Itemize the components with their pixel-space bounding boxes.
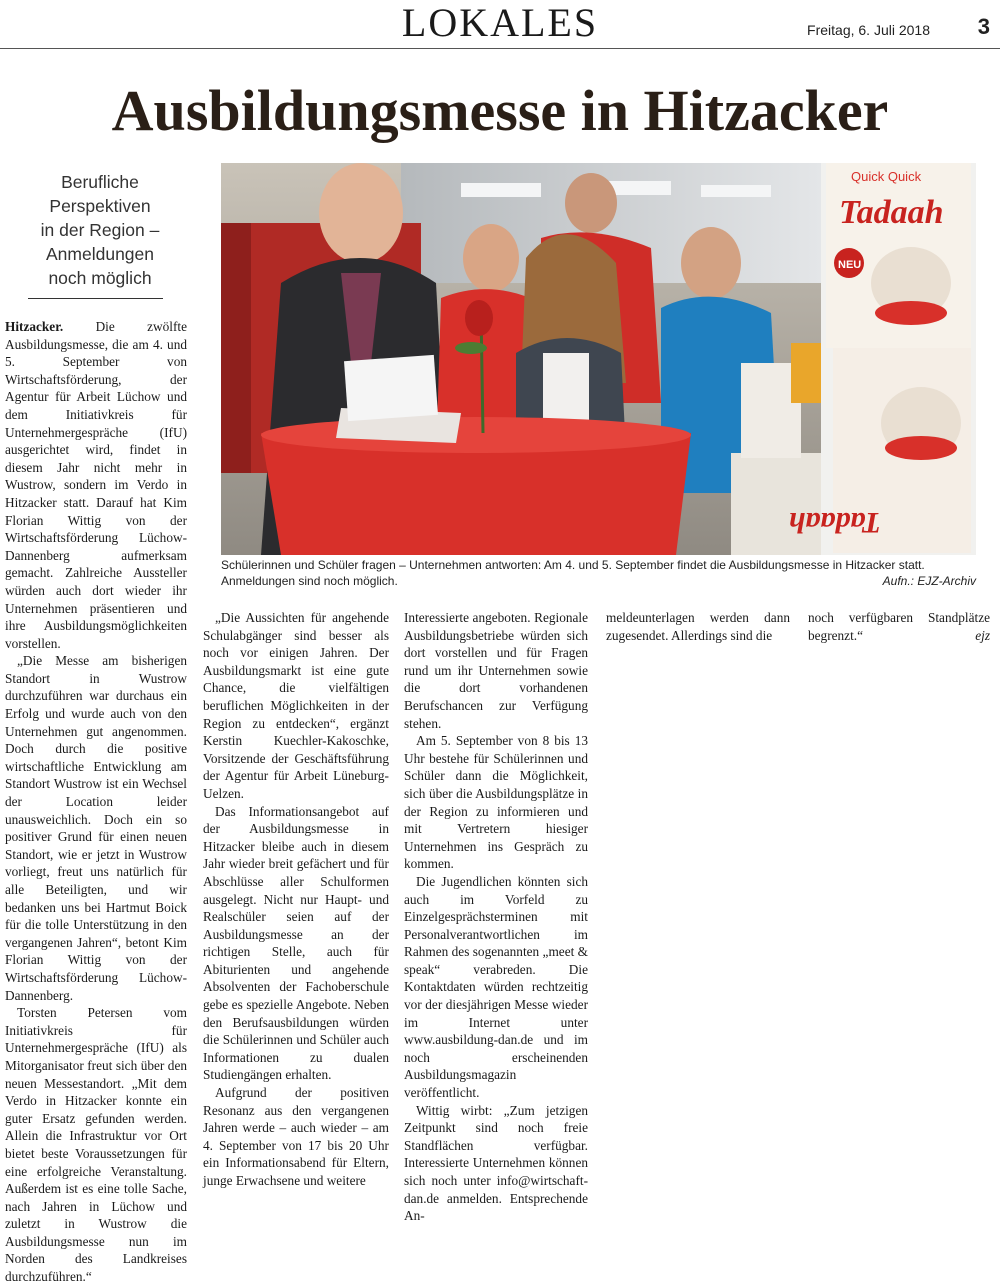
article-column-3 bbox=[404, 609, 588, 1225]
article-paragraph: Am 5. September von 8 bis 13 Uhr bestehe für Schülerinnen und Schüler dann die Möglichkeit, sich über die Ausbildungsplätze in der Region zu informieren und mit Vertretern hiesiger Unternehmen ins Gespräch zu kommen. bbox=[404, 733, 588, 872]
article-paragraph: „Die Messe am bisherigen Standort in Wustrow durchzuführen war durchaus ein Erfolg und wurde auch von den Unternehmen gut angenommen. Doch durch die positive wirtschaftliche Entwicklung am Standort Wustrow ist ein Wechsel der Location leider unausweichlich. Doch ein so positiver Grund für einen neuen Standort, wie er jetzt in Wustrow vorliegt, freut uns natürlich für alle Beteiligten, und wir bedanken uns bei Hartmut Boick für die tolle Unterstützung in den vergangenen Jahren“, betont Kim Florian Wittig von der Wirtschaftsförderung Lüchow-Dannenberg. bbox=[5, 653, 187, 1003]
photo-illustration bbox=[221, 163, 976, 555]
article-paragraph: Die Jugendlichen könnten sich auch im Vorfeld zu Einzelgesprächsterminen mit Personalverantwortlichen im Rahmen des sogenannten „meet & speak“ verabreden. Die Kontaktdaten würden rechtzeitig vor der diesjährigen Messe wieder im Internet unter www.ausbildung-dan.de und im noch erscheinenden Ausbildungsmagazin veröffentlicht. bbox=[404, 873, 588, 1101]
subheadline-rule bbox=[28, 298, 163, 299]
page-number: 3 bbox=[977, 14, 990, 39]
photo-caption bbox=[221, 557, 976, 589]
article-paragraph: Wittig wirbt: „Zum jetzigen Zeitpunkt sind noch freie Standflächen verfügbar. Interessierte Unternehmen können sich noch unter info@wirtschaft-dan.de anmelden. Entsprechende An- bbox=[404, 1102, 588, 1224]
article-paragraph: Torsten Petersen vom Initiativkreis für Unternehmergespräche (IfU) als Mitorganisator freut sich über den neuen Messestandort. „Mit dem Verdo in Hitzacker konnte ein guter Ersatz gefunden werden. Allein die Infrastruktur vor Ort bietet beste Voraussetzungen für eine erfolgreiche Veranstaltung. Außerdem ist es eine tolle Sache, nach Jahren in Lüchow und zuletzt in Wustrow die Ausbildungsmesse nun im Norden des Landkreises durchzuführen.“ bbox=[5, 1005, 187, 1285]
sign-top-text: Quick Quick bbox=[851, 169, 922, 184]
article-paragraph bbox=[5, 318, 187, 652]
issue-date: Freitag, 6. Juli 2018 bbox=[807, 22, 930, 38]
photo-credit: Aufn.: EJZ-Archiv bbox=[882, 574, 976, 588]
article-paragraph: meldeunterlagen werden dann zugesendet. Allerdings sind die bbox=[606, 610, 790, 643]
paragraph-text: noch verfügbaren Standplätze begrenzt.“ bbox=[808, 610, 990, 643]
article-paragraph: „Die Aussichten für angehende Schulabgänger sind besser als noch vor einigen Jahren. Der Ausbildungsmarkt ist eine gute Chance, die vielfältigen beruflichen Möglichkeiten in der Region zu entdecken“, ergänzt Kerstin Kuechler-Kakoschke, Vorsitzende der Geschäftsführung der Agentur für Arbeit Lüneburg-Uelzen. bbox=[203, 610, 389, 801]
article-paragraph: Das Informationsangebot auf der Ausbildungsmesse in Hitzacker bleibe auch in diesem Jahr wieder breit gefächert und für Abschlüsse aller Schulformen ausgelegt. Nicht nur Haupt- und Realschüler seien auf der Ausbildungsmesse an der richtigen Stelle, auch für Abiturienten und angehende Absolventen der Fachoberschule gebe es spezielle Angebote. Neben den Berufsausbildungen würden die Schülerinnen und Schüler auch Informationen zu dualen Studiengängen erhalten. bbox=[203, 803, 389, 1083]
article-column-5 bbox=[808, 609, 990, 644]
dateline: Hitzacker. bbox=[5, 319, 64, 334]
header-rule bbox=[0, 48, 1000, 49]
sign-bottom-text: Tadaah bbox=[788, 506, 881, 539]
article-paragraph: Aufgrund der positiven Resonanz aus den vergangenen Jahren werde – auch wieder – am 4. September von 17 bis 20 Uhr ein Informationsabend für Eltern, junge Erwachsene und weitere bbox=[203, 1085, 389, 1188]
author-signature: ejz bbox=[975, 627, 990, 643]
subheadline-line: noch möglich bbox=[48, 268, 152, 288]
subheadline-line: Anmeldungen bbox=[46, 244, 154, 264]
article-column-4 bbox=[606, 609, 790, 644]
section-title: LOKALES bbox=[401, 0, 599, 45]
paragraph-text: Die zwölfte Ausbildungsmesse, die am 4. und 5. September von Wirtschaftsförderung, der Agentur für Arbeit Lüchow und dem Initiativkreis für Unternehmergespräche (IfU) ausgerichtet wird, findet in diesem Jahr nicht mehr in Wustrow, sondern im Verdo in Hitzacker statt. Darauf hat Kim Florian Wittig von der Wirtschaftsförderung Lüchow-Dannenberg aufmerksam gemacht. Zahlreiche Aussteller würden auch dort wieder ihr Unternehmen präsentieren und ihre Ausbildungsmöglichkeiten vorstellen. bbox=[5, 319, 187, 651]
headline: Ausbildungsmesse in Hitzacker bbox=[111, 78, 889, 143]
caption-text: Schülerinnen und Schüler fragen – Unternehmen antworten: Am 4. und 5. September findet die Ausbildungsmesse in Hitzacker statt. Anmeldungen sind noch möglich. bbox=[221, 558, 925, 588]
article-column-2 bbox=[203, 609, 389, 1190]
subheadline-line: Berufliche bbox=[61, 172, 139, 192]
subheadline-line: Perspektiven bbox=[49, 196, 151, 216]
sign-new-text: NEU bbox=[838, 259, 862, 271]
subheadline-line: in der Region – bbox=[40, 220, 160, 240]
article-paragraph: Interessierte angeboten. Regionale Ausbildungsbetriebe würden sich dort vorstellen und für Fragen rund um ihr Unternehmen sowie die dort vorhandenen Berufschancen zur Verfügung stehen. bbox=[404, 610, 588, 731]
article-column-1 bbox=[5, 318, 187, 1286]
article-paragraph bbox=[808, 609, 990, 644]
subheadline bbox=[20, 170, 180, 290]
article-photo bbox=[221, 163, 976, 555]
sign-brand-text: Tadaah bbox=[839, 194, 944, 231]
